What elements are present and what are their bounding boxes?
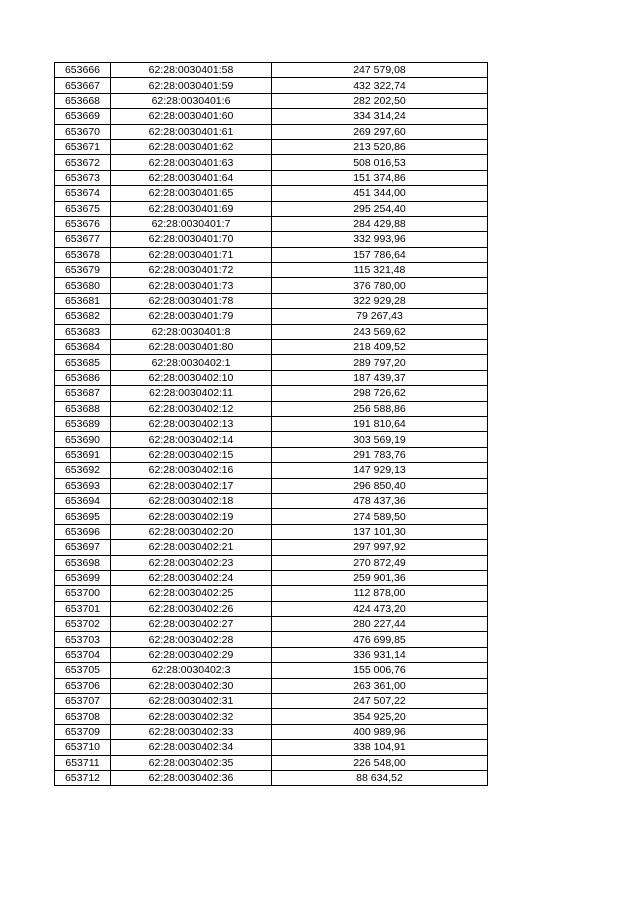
table-row bbox=[55, 216, 488, 231]
cadastral-value-cell: 115 321,48 bbox=[272, 263, 488, 278]
cadastral-number-cell: 62:28:0030402:21 bbox=[111, 540, 272, 555]
row-number-cell: 653695 bbox=[55, 509, 111, 524]
table-row bbox=[55, 155, 488, 170]
row-number-cell: 653666 bbox=[55, 63, 111, 78]
table-row bbox=[55, 124, 488, 139]
cadastral-number-cell: 62:28:0030402:20 bbox=[111, 524, 272, 539]
cadastral-value-cell: 280 227,44 bbox=[272, 617, 488, 632]
cadastral-value-cell: 303 569,19 bbox=[272, 432, 488, 447]
table-row bbox=[55, 524, 488, 539]
table-row bbox=[55, 724, 488, 739]
table-row bbox=[55, 324, 488, 339]
cadastral-number-cell: 62:28:0030401:64 bbox=[111, 170, 272, 185]
cadastral-value-cell: 297 997,92 bbox=[272, 540, 488, 555]
cadastral-value-cell: 270 872,49 bbox=[272, 555, 488, 570]
row-number-cell: 653706 bbox=[55, 678, 111, 693]
cadastral-value-cell: 247 579,08 bbox=[272, 63, 488, 78]
table-row bbox=[55, 632, 488, 647]
cadastral-value-cell: 79 267,43 bbox=[272, 309, 488, 324]
row-number-cell: 653675 bbox=[55, 201, 111, 216]
row-number-cell: 653687 bbox=[55, 386, 111, 401]
cadastral-value-cell: 334 314,24 bbox=[272, 109, 488, 124]
row-number-cell: 653701 bbox=[55, 601, 111, 616]
cadastral-value-cell: 354 925,20 bbox=[272, 709, 488, 724]
cadastral-value-cell: 157 786,64 bbox=[272, 247, 488, 262]
row-number-cell: 653698 bbox=[55, 555, 111, 570]
cadastral-number-cell: 62:28:0030402:36 bbox=[111, 770, 272, 785]
cadastral-value-cell: 298 726,62 bbox=[272, 386, 488, 401]
row-number-cell: 653694 bbox=[55, 493, 111, 508]
cadastral-number-cell: 62:28:0030402:12 bbox=[111, 401, 272, 416]
row-number-cell: 653677 bbox=[55, 232, 111, 247]
cadastral-number-cell: 62:28:0030402:24 bbox=[111, 570, 272, 585]
table-row bbox=[55, 247, 488, 262]
row-number-cell: 653678 bbox=[55, 247, 111, 262]
row-number-cell: 653693 bbox=[55, 478, 111, 493]
row-number-cell: 653671 bbox=[55, 139, 111, 154]
table-row bbox=[55, 663, 488, 678]
table-row bbox=[55, 432, 488, 447]
cadastral-number-cell: 62:28:0030402:11 bbox=[111, 386, 272, 401]
cadastral-value-cell: 88 634,52 bbox=[272, 770, 488, 785]
row-number-cell: 653674 bbox=[55, 186, 111, 201]
table-row bbox=[55, 309, 488, 324]
cadastral-value-cell: 256 588,86 bbox=[272, 401, 488, 416]
row-number-cell: 653669 bbox=[55, 109, 111, 124]
cadastral-value-cell: 291 783,76 bbox=[272, 447, 488, 462]
cadastral-number-cell: 62:28:0030402:25 bbox=[111, 586, 272, 601]
cadastral-number-cell: 62:28:0030401:69 bbox=[111, 201, 272, 216]
cadastral-value-cell: 155 006,76 bbox=[272, 663, 488, 678]
cadastral-number-cell: 62:28:0030401:71 bbox=[111, 247, 272, 262]
cadastral-value-cell: 151 374,86 bbox=[272, 170, 488, 185]
cadastral-number-cell: 62:28:0030402:10 bbox=[111, 370, 272, 385]
row-number-cell: 653682 bbox=[55, 309, 111, 324]
cadastral-number-cell: 62:28:0030402:3 bbox=[111, 663, 272, 678]
row-number-cell: 653710 bbox=[55, 740, 111, 755]
row-number-cell: 653703 bbox=[55, 632, 111, 647]
row-number-cell: 653691 bbox=[55, 447, 111, 462]
cadastral-number-cell: 62:28:0030401:78 bbox=[111, 293, 272, 308]
table-row bbox=[55, 770, 488, 785]
cadastral-value-cell: 137 101,30 bbox=[272, 524, 488, 539]
row-number-cell: 653702 bbox=[55, 617, 111, 632]
row-number-cell: 653673 bbox=[55, 170, 111, 185]
cadastral-value-cell: 226 548,00 bbox=[272, 755, 488, 770]
cadastral-number-cell: 62:28:0030402:32 bbox=[111, 709, 272, 724]
cadastral-value-cell: 112 878,00 bbox=[272, 586, 488, 601]
cadastral-value-cell: 451 344,00 bbox=[272, 186, 488, 201]
cadastral-value-cell: 296 850,40 bbox=[272, 478, 488, 493]
cadastral-value-cell: 282 202,50 bbox=[272, 93, 488, 108]
cadastral-number-cell: 62:28:0030402:19 bbox=[111, 509, 272, 524]
table-row bbox=[55, 493, 488, 508]
cadastral-number-cell: 62:28:0030402:33 bbox=[111, 724, 272, 739]
cadastral-number-cell: 62:28:0030402:28 bbox=[111, 632, 272, 647]
table-row bbox=[55, 586, 488, 601]
cadastral-number-cell: 62:28:0030402:23 bbox=[111, 555, 272, 570]
row-number-cell: 653705 bbox=[55, 663, 111, 678]
cadastral-number-cell: 62:28:0030402:30 bbox=[111, 678, 272, 693]
cadastral-number-cell: 62:28:0030401:79 bbox=[111, 309, 272, 324]
table-row bbox=[55, 709, 488, 724]
row-number-cell: 653708 bbox=[55, 709, 111, 724]
cadastral-value-cell: 213 520,86 bbox=[272, 139, 488, 154]
table-row bbox=[55, 232, 488, 247]
table-row bbox=[55, 447, 488, 462]
cadastral-number-cell: 62:28:0030402:1 bbox=[111, 355, 272, 370]
cadastral-value-cell: 269 297,60 bbox=[272, 124, 488, 139]
row-number-cell: 653679 bbox=[55, 263, 111, 278]
cadastral-number-cell: 62:28:0030401:65 bbox=[111, 186, 272, 201]
cadastral-number-cell: 62:28:0030402:29 bbox=[111, 647, 272, 662]
row-number-cell: 653711 bbox=[55, 755, 111, 770]
cadastral-number-cell: 62:28:0030401:70 bbox=[111, 232, 272, 247]
table-body bbox=[55, 63, 488, 786]
cadastral-number-cell: 62:28:0030401:7 bbox=[111, 216, 272, 231]
row-number-cell: 653709 bbox=[55, 724, 111, 739]
row-number-cell: 653689 bbox=[55, 416, 111, 431]
table-row bbox=[55, 370, 488, 385]
cadastral-number-cell: 62:28:0030402:18 bbox=[111, 493, 272, 508]
row-number-cell: 653699 bbox=[55, 570, 111, 585]
row-number-cell: 653680 bbox=[55, 278, 111, 293]
row-number-cell: 653672 bbox=[55, 155, 111, 170]
cadastral-number-cell: 62:28:0030401:62 bbox=[111, 139, 272, 154]
cadastral-number-cell: 62:28:0030401:63 bbox=[111, 155, 272, 170]
table-row bbox=[55, 555, 488, 570]
cadastral-number-cell: 62:28:0030401:72 bbox=[111, 263, 272, 278]
table-row bbox=[55, 63, 488, 78]
row-number-cell: 653670 bbox=[55, 124, 111, 139]
cadastral-number-cell: 62:28:0030402:17 bbox=[111, 478, 272, 493]
table-row bbox=[55, 78, 488, 93]
cadastral-number-cell: 62:28:0030401:73 bbox=[111, 278, 272, 293]
cadastral-number-cell: 62:28:0030402:15 bbox=[111, 447, 272, 462]
table-row bbox=[55, 478, 488, 493]
cadastral-number-cell: 62:28:0030402:27 bbox=[111, 617, 272, 632]
row-number-cell: 653685 bbox=[55, 355, 111, 370]
table-row bbox=[55, 340, 488, 355]
table-row bbox=[55, 170, 488, 185]
table-row bbox=[55, 740, 488, 755]
table-row bbox=[55, 139, 488, 154]
table-row bbox=[55, 355, 488, 370]
cadastral-value-cell: 376 780,00 bbox=[272, 278, 488, 293]
row-number-cell: 653692 bbox=[55, 463, 111, 478]
table-row bbox=[55, 416, 488, 431]
cadastral-value-cell: 187 439,37 bbox=[272, 370, 488, 385]
cadastral-value-cell: 400 989,96 bbox=[272, 724, 488, 739]
row-number-cell: 653667 bbox=[55, 78, 111, 93]
row-number-cell: 653686 bbox=[55, 370, 111, 385]
cadastral-value-cell: 284 429,88 bbox=[272, 216, 488, 231]
table-row bbox=[55, 570, 488, 585]
row-number-cell: 653690 bbox=[55, 432, 111, 447]
cadastral-value-table bbox=[54, 62, 488, 786]
cadastral-value-cell: 218 409,52 bbox=[272, 340, 488, 355]
cadastral-number-cell: 62:28:0030401:59 bbox=[111, 78, 272, 93]
row-number-cell: 653683 bbox=[55, 324, 111, 339]
table-row bbox=[55, 201, 488, 216]
cadastral-value-cell: 295 254,40 bbox=[272, 201, 488, 216]
row-number-cell: 653668 bbox=[55, 93, 111, 108]
table-row bbox=[55, 601, 488, 616]
row-number-cell: 653712 bbox=[55, 770, 111, 785]
cadastral-number-cell: 62:28:0030402:34 bbox=[111, 740, 272, 755]
table-row bbox=[55, 647, 488, 662]
cadastral-value-cell: 259 901,36 bbox=[272, 570, 488, 585]
cadastral-value-cell: 191 810,64 bbox=[272, 416, 488, 431]
table-row bbox=[55, 617, 488, 632]
cadastral-number-cell: 62:28:0030402:26 bbox=[111, 601, 272, 616]
cadastral-value-cell: 424 473,20 bbox=[272, 601, 488, 616]
table-row bbox=[55, 755, 488, 770]
row-number-cell: 653697 bbox=[55, 540, 111, 555]
cadastral-number-cell: 62:28:0030402:14 bbox=[111, 432, 272, 447]
table-row bbox=[55, 694, 488, 709]
cadastral-number-cell: 62:28:0030401:80 bbox=[111, 340, 272, 355]
row-number-cell: 653700 bbox=[55, 586, 111, 601]
table-row bbox=[55, 678, 488, 693]
table-row bbox=[55, 263, 488, 278]
cadastral-value-cell: 274 589,50 bbox=[272, 509, 488, 524]
cadastral-value-cell: 243 569,62 bbox=[272, 324, 488, 339]
cadastral-value-cell: 263 361,00 bbox=[272, 678, 488, 693]
cadastral-value-cell: 332 993,96 bbox=[272, 232, 488, 247]
cadastral-number-cell: 62:28:0030401:61 bbox=[111, 124, 272, 139]
cadastral-value-cell: 336 931,14 bbox=[272, 647, 488, 662]
cadastral-number-cell: 62:28:0030402:13 bbox=[111, 416, 272, 431]
cadastral-number-cell: 62:28:0030402:16 bbox=[111, 463, 272, 478]
table-row bbox=[55, 463, 488, 478]
table-row bbox=[55, 186, 488, 201]
cadastral-number-cell: 62:28:0030401:58 bbox=[111, 63, 272, 78]
cadastral-number-cell: 62:28:0030401:8 bbox=[111, 324, 272, 339]
table-row bbox=[55, 93, 488, 108]
cadastral-value-cell: 322 929,28 bbox=[272, 293, 488, 308]
row-number-cell: 653684 bbox=[55, 340, 111, 355]
cadastral-value-cell: 247 507,22 bbox=[272, 694, 488, 709]
table-row bbox=[55, 386, 488, 401]
table-row bbox=[55, 109, 488, 124]
row-number-cell: 653704 bbox=[55, 647, 111, 662]
cadastral-value-cell: 338 104,91 bbox=[272, 740, 488, 755]
cadastral-value-cell: 147 929,13 bbox=[272, 463, 488, 478]
cadastral-value-cell: 476 699,85 bbox=[272, 632, 488, 647]
row-number-cell: 653676 bbox=[55, 216, 111, 231]
row-number-cell: 653707 bbox=[55, 694, 111, 709]
cadastral-number-cell: 62:28:0030402:35 bbox=[111, 755, 272, 770]
cadastral-value-cell: 432 322,74 bbox=[272, 78, 488, 93]
cadastral-value-cell: 478 437,36 bbox=[272, 493, 488, 508]
table-row bbox=[55, 293, 488, 308]
cadastral-value-cell: 289 797,20 bbox=[272, 355, 488, 370]
row-number-cell: 653681 bbox=[55, 293, 111, 308]
row-number-cell: 653688 bbox=[55, 401, 111, 416]
cadastral-number-cell: 62:28:0030401:60 bbox=[111, 109, 272, 124]
cadastral-number-cell: 62:28:0030401:6 bbox=[111, 93, 272, 108]
table-row bbox=[55, 278, 488, 293]
table-row bbox=[55, 401, 488, 416]
cadastral-number-cell: 62:28:0030402:31 bbox=[111, 694, 272, 709]
row-number-cell: 653696 bbox=[55, 524, 111, 539]
table-row bbox=[55, 540, 488, 555]
cadastral-value-cell: 508 016,53 bbox=[272, 155, 488, 170]
table-row bbox=[55, 509, 488, 524]
